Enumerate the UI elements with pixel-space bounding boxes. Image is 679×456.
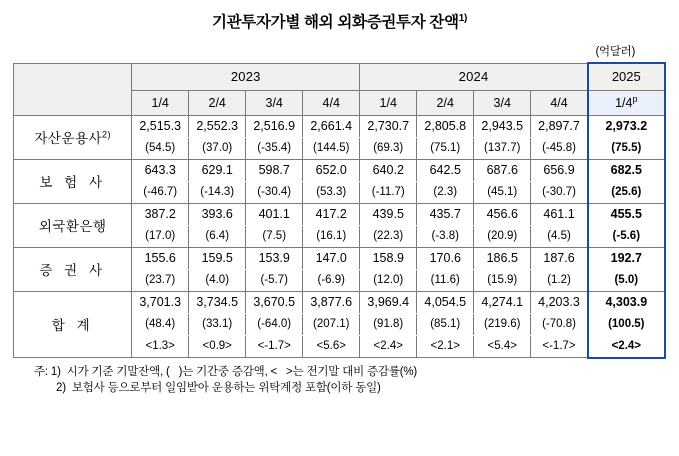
cell-change: (7.5) bbox=[246, 225, 303, 247]
row-label-fx-bank: 외국환은행 bbox=[14, 203, 132, 247]
total-value: 4,203.3 bbox=[531, 291, 588, 313]
total-value: 3,877.6 bbox=[303, 291, 360, 313]
row-label-total: 합 계 bbox=[14, 291, 132, 358]
total-rate: <-1.7> bbox=[246, 335, 303, 358]
header-quarter-2025q1 bbox=[588, 90, 665, 115]
total-rate: <5.4> bbox=[474, 335, 531, 358]
header-quarter-2025q1-label: 1/4 bbox=[615, 96, 633, 111]
row-label-sup: 2) bbox=[102, 129, 112, 140]
cell-value: 687.6 bbox=[474, 159, 531, 181]
cell-value: 598.7 bbox=[246, 159, 303, 181]
cell-value-2025: 682.5 bbox=[588, 159, 665, 181]
total-value: 3,734.5 bbox=[189, 291, 246, 313]
cell-change: (4.5) bbox=[531, 225, 588, 247]
cell-change: (45.1) bbox=[474, 181, 531, 203]
cell-change: (16.1) bbox=[303, 225, 360, 247]
header-year-2023: 2023 bbox=[132, 63, 360, 90]
cell-value: 153.9 bbox=[246, 247, 303, 269]
cell-change: (137.7) bbox=[474, 137, 531, 159]
cell-value: 417.2 bbox=[303, 203, 360, 225]
cell-value: 387.2 bbox=[132, 203, 189, 225]
cell-value: 186.5 bbox=[474, 247, 531, 269]
cell-value: 640.2 bbox=[360, 159, 417, 181]
total-change: (85.1) bbox=[417, 313, 474, 335]
cell-change: (-14.3) bbox=[189, 181, 246, 203]
page-title bbox=[0, 0, 679, 34]
total-rate: <2.1> bbox=[417, 335, 474, 358]
cell-value-2025: 192.7 bbox=[588, 247, 665, 269]
cell-change: (6.4) bbox=[189, 225, 246, 247]
cell-value: 187.6 bbox=[531, 247, 588, 269]
cell-change-2025: (5.0) bbox=[588, 269, 665, 291]
total-change: (33.1) bbox=[189, 313, 246, 335]
cell-value: 2,897.7 bbox=[531, 115, 588, 137]
cell-value: 170.6 bbox=[417, 247, 474, 269]
cell-change: (-35.4) bbox=[246, 137, 303, 159]
total-rate: <0.9> bbox=[189, 335, 246, 358]
total-value: 4,274.1 bbox=[474, 291, 531, 313]
table-row bbox=[14, 203, 665, 225]
table-header-year-row bbox=[14, 63, 665, 90]
cell-value: 159.5 bbox=[189, 247, 246, 269]
cell-change: (-30.7) bbox=[531, 181, 588, 203]
cell-change-2025: (25.6) bbox=[588, 181, 665, 203]
table-row bbox=[14, 115, 665, 137]
table-row bbox=[14, 159, 665, 181]
total-value: 3,670.5 bbox=[246, 291, 303, 313]
cell-value-2025: 455.5 bbox=[588, 203, 665, 225]
header-quarter-7: 3/4 bbox=[474, 90, 531, 115]
cell-value: 393.6 bbox=[189, 203, 246, 225]
data-table bbox=[13, 62, 666, 359]
cell-value: 456.6 bbox=[474, 203, 531, 225]
cell-change: (75.1) bbox=[417, 137, 474, 159]
cell-change: (-5.7) bbox=[246, 269, 303, 291]
cell-change: (-6.9) bbox=[303, 269, 360, 291]
total-rate: <-1.7> bbox=[531, 335, 588, 358]
table-total-row bbox=[14, 291, 665, 313]
header-quarter-2025q1-sup: p bbox=[632, 94, 638, 105]
cell-value: 439.5 bbox=[360, 203, 417, 225]
cell-value: 461.1 bbox=[531, 203, 588, 225]
header-quarter-1: 1/4 bbox=[132, 90, 189, 115]
header-quarter-8: 4/4 bbox=[531, 90, 588, 115]
cell-change: (54.5) bbox=[132, 137, 189, 159]
cell-change: (2.3) bbox=[417, 181, 474, 203]
cell-change: (1.2) bbox=[531, 269, 588, 291]
footnote-1: 주: 1) 시가 기준 기말잔액, ( )는 기간중 증감액, < >는 전기말 대비 증감률(%) bbox=[34, 365, 418, 378]
header-year-2024: 2024 bbox=[360, 63, 588, 90]
cell-change: (-45.8) bbox=[531, 137, 588, 159]
cell-change: (20.9) bbox=[474, 225, 531, 247]
cell-value: 656.9 bbox=[531, 159, 588, 181]
total-change: (48.4) bbox=[132, 313, 189, 335]
cell-value: 158.9 bbox=[360, 247, 417, 269]
cell-change: (11.6) bbox=[417, 269, 474, 291]
cell-value: 435.7 bbox=[417, 203, 474, 225]
cell-value: 401.1 bbox=[246, 203, 303, 225]
page-title-superscript: 1) bbox=[458, 12, 468, 24]
header-quarter-6: 2/4 bbox=[417, 90, 474, 115]
total-change: (207.1) bbox=[303, 313, 360, 335]
cell-change: (15.9) bbox=[474, 269, 531, 291]
cell-change: (17.0) bbox=[132, 225, 189, 247]
cell-value: 2,661.4 bbox=[303, 115, 360, 137]
table-corner-cell bbox=[14, 63, 132, 115]
footnotes bbox=[34, 364, 645, 397]
cell-value: 642.5 bbox=[417, 159, 474, 181]
cell-value: 147.0 bbox=[303, 247, 360, 269]
row-label-insurance: 보 험 사 bbox=[14, 159, 132, 203]
cell-value-2025: 2,973.2 bbox=[588, 115, 665, 137]
row-label-securities: 증 권 사 bbox=[14, 247, 132, 291]
cell-value: 2,516.9 bbox=[246, 115, 303, 137]
header-year-2025: 2025 bbox=[588, 63, 665, 90]
cell-change: (23.7) bbox=[132, 269, 189, 291]
total-rate: <1.3> bbox=[132, 335, 189, 358]
row-label-text: 자산운용사 bbox=[34, 131, 103, 146]
cell-change: (-3.8) bbox=[417, 225, 474, 247]
table-row bbox=[14, 247, 665, 269]
total-value-2025: 4,303.9 bbox=[588, 291, 665, 313]
total-change: (-64.0) bbox=[246, 313, 303, 335]
total-value: 3,701.3 bbox=[132, 291, 189, 313]
cell-change: (37.0) bbox=[189, 137, 246, 159]
total-rate: <5.6> bbox=[303, 335, 360, 358]
cell-value: 155.6 bbox=[132, 247, 189, 269]
cell-value: 629.1 bbox=[189, 159, 246, 181]
cell-change: (69.3) bbox=[360, 137, 417, 159]
cell-change: (-11.7) bbox=[360, 181, 417, 203]
total-change: (-70.8) bbox=[531, 313, 588, 335]
total-value: 3,969.4 bbox=[360, 291, 417, 313]
cell-change: (-46.7) bbox=[132, 181, 189, 203]
cell-change: (53.3) bbox=[303, 181, 360, 203]
cell-value: 2,943.5 bbox=[474, 115, 531, 137]
cell-value: 2,515.3 bbox=[132, 115, 189, 137]
header-quarter-5: 1/4 bbox=[360, 90, 417, 115]
cell-change: (12.0) bbox=[360, 269, 417, 291]
total-value: 4,054.5 bbox=[417, 291, 474, 313]
total-change-2025: (100.5) bbox=[588, 313, 665, 335]
header-quarter-3: 3/4 bbox=[246, 90, 303, 115]
cell-change: (144.5) bbox=[303, 137, 360, 159]
cell-change-2025: (-5.6) bbox=[588, 225, 665, 247]
header-quarter-4: 4/4 bbox=[303, 90, 360, 115]
footnote-2: 2) 보험사 등으로부터 일임받아 운용하는 위탁계정 포함(이하 동일) bbox=[56, 382, 381, 395]
cell-value: 2,730.7 bbox=[360, 115, 417, 137]
cell-value: 2,552.3 bbox=[189, 115, 246, 137]
cell-change-2025: (75.5) bbox=[588, 137, 665, 159]
cell-change: (4.0) bbox=[189, 269, 246, 291]
cell-value: 2,805.8 bbox=[417, 115, 474, 137]
total-change: (91.8) bbox=[360, 313, 417, 335]
row-label-asset-management bbox=[14, 115, 132, 159]
cell-change: (-30.4) bbox=[246, 181, 303, 203]
cell-value: 643.3 bbox=[132, 159, 189, 181]
page-title-text: 기관투자가별 해외 외화증권투자 잔액 bbox=[211, 14, 459, 31]
cell-change: (22.3) bbox=[360, 225, 417, 247]
unit-label: (억달러) bbox=[595, 46, 635, 58]
total-rate: <2.4> bbox=[360, 335, 417, 358]
header-quarter-2: 2/4 bbox=[189, 90, 246, 115]
total-change: (219.6) bbox=[474, 313, 531, 335]
total-rate-2025: <2.4> bbox=[588, 335, 665, 358]
cell-value: 652.0 bbox=[303, 159, 360, 181]
